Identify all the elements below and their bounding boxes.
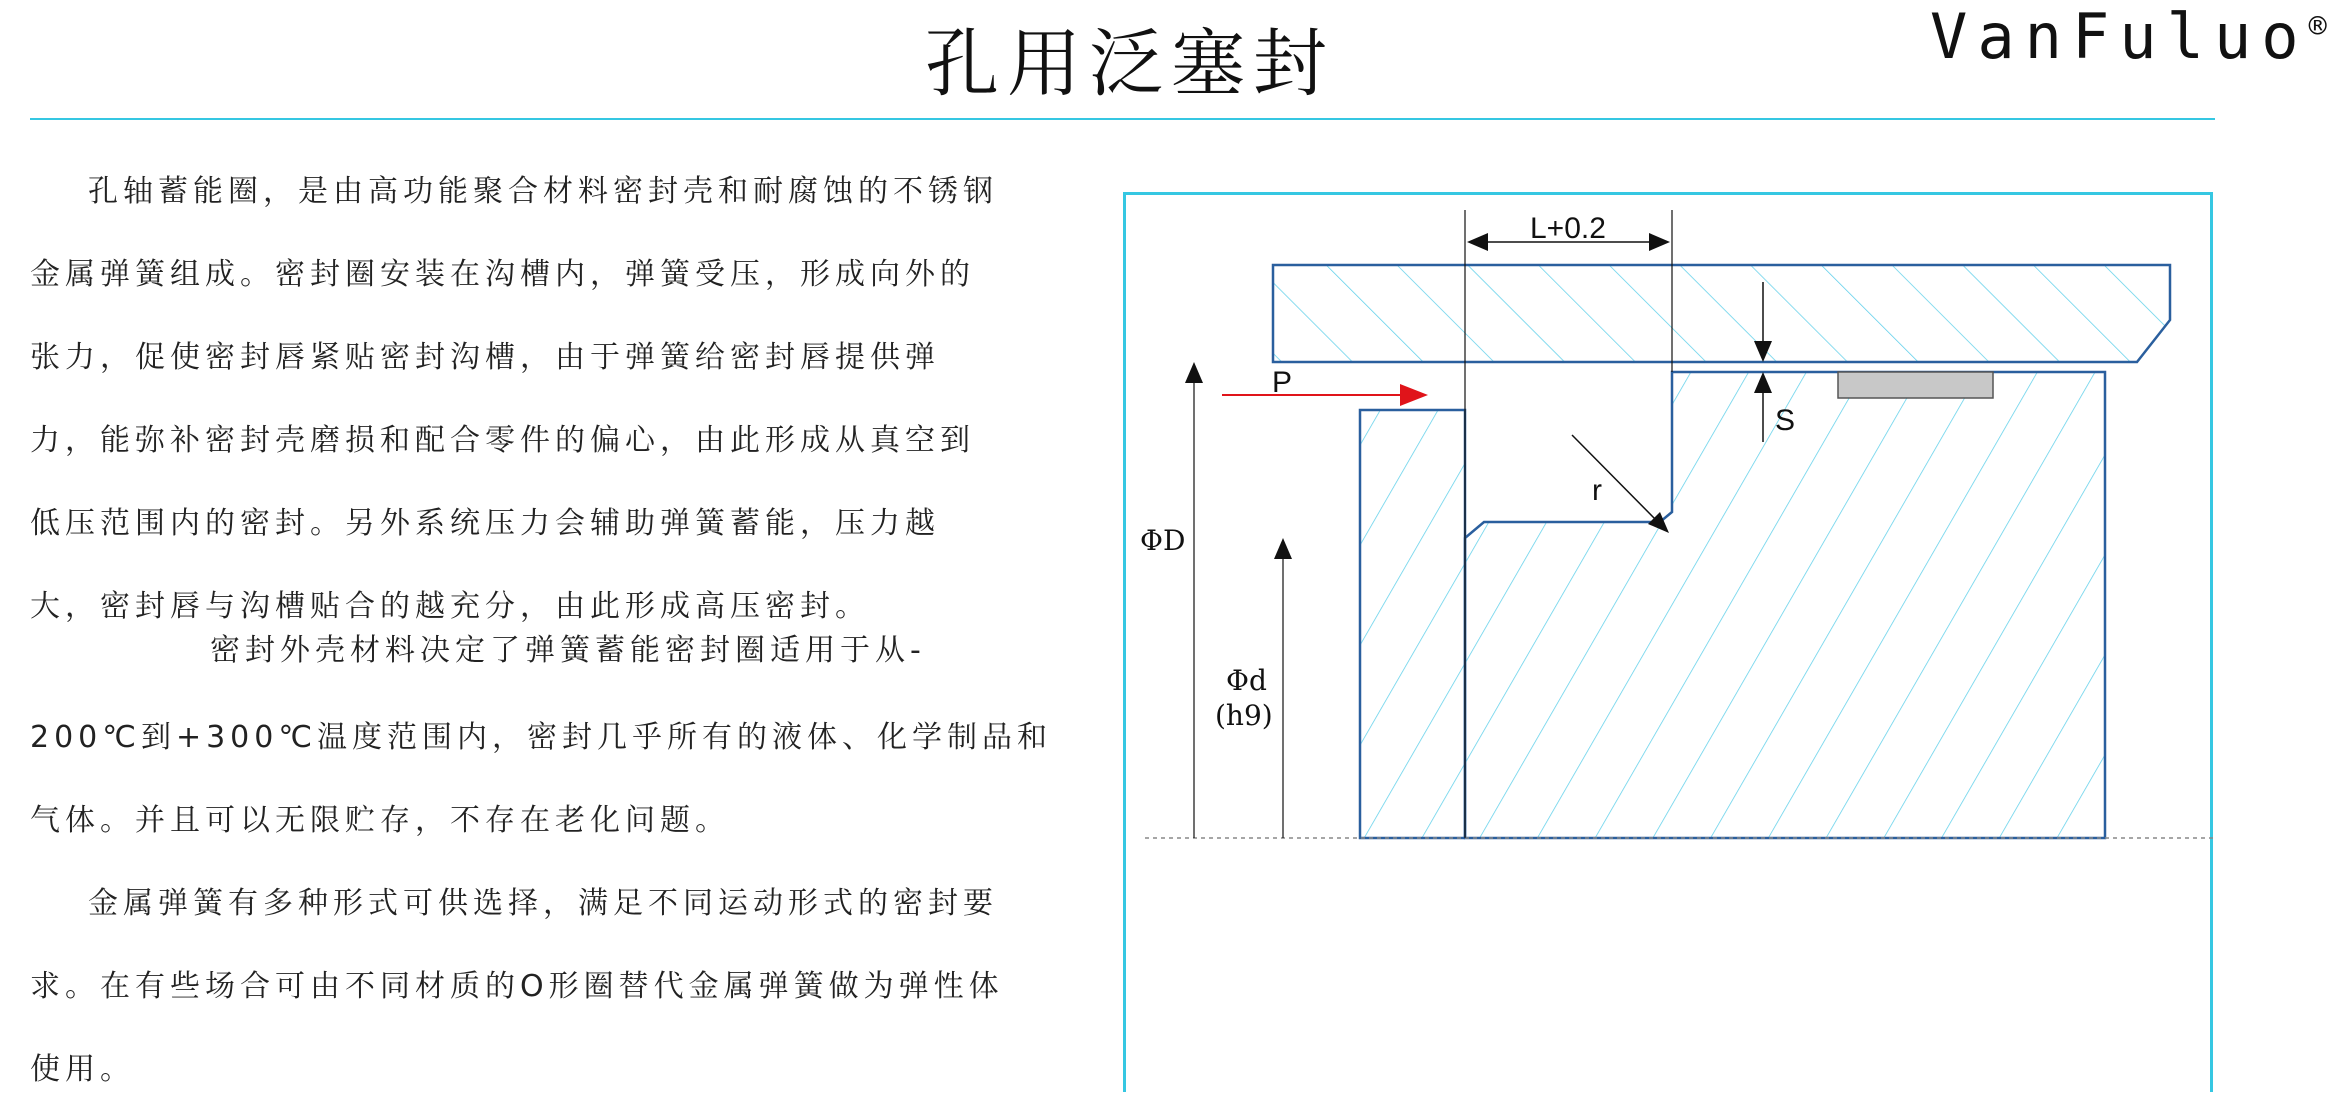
gap-label: S bbox=[1775, 404, 1796, 437]
registered-mark: ® bbox=[2308, 9, 2327, 45]
radius-leader bbox=[1572, 435, 1669, 533]
page-title: 孔用泛塞封 bbox=[925, 21, 1335, 107]
text-line: 气体。并且可以无限贮存，不存在老化问题。 bbox=[30, 803, 730, 838]
seal-insert bbox=[1838, 372, 1993, 398]
rod-groove-section bbox=[1465, 372, 2105, 838]
bore-diameter-label: ΦD bbox=[1140, 524, 1186, 557]
length-label: L+0.2 bbox=[1530, 212, 1606, 245]
text-line: 密封外壳材料决定了弹簧蓄能密封圈适用于从- bbox=[210, 633, 926, 668]
text-line: 孔轴蓄能圈，是由高功能聚合材料密封壳和耐腐蚀的不锈钢 bbox=[88, 174, 998, 209]
text-line: 金属弹簧有多种形式可供选择，满足不同运动形式的密封要 bbox=[88, 886, 998, 921]
text-line: 金属弹簧组成。密封圈安装在沟槽内，弹簧受压，形成向外的 bbox=[30, 257, 975, 292]
brand-name: VanFuluo bbox=[1930, 0, 2309, 73]
rod-diameter-dimension bbox=[1215, 538, 1292, 838]
text-line: 求。在有些场合可由不同材质的O形圈替代金属弹簧做为弹性体 bbox=[30, 969, 1004, 1004]
bore-diameter-dimension bbox=[1140, 362, 1203, 838]
text-line: 低压范围内的密封。另外系统压力会辅助弹簧蓄能，压力越 bbox=[30, 506, 940, 541]
tolerance-label: (h9) bbox=[1215, 699, 1273, 732]
text-line: 大，密封唇与沟槽贴合的越充分，由此形成高压密封。 bbox=[30, 589, 870, 624]
text-line: 200℃到+300℃温度范围内，密封几乎所有的液体、化学制品和 bbox=[30, 720, 1053, 755]
pressure-arrow bbox=[1222, 366, 1428, 406]
text-line: 张力，促使密封唇紧贴密封沟槽，由于弹簧给密封唇提供弹 bbox=[30, 340, 940, 375]
rod-diameter-label: Φd bbox=[1226, 664, 1267, 697]
rod-left-section bbox=[1360, 410, 1465, 838]
bore-housing bbox=[1273, 265, 2170, 362]
text-line: 力，能弥补密封壳磨损和配合零件的偏心，由此形成从真空到 bbox=[30, 423, 975, 458]
pressure-label: P bbox=[1272, 366, 1293, 399]
radius-label: r bbox=[1592, 474, 1602, 507]
text-line: 使用。 bbox=[30, 1052, 135, 1087]
